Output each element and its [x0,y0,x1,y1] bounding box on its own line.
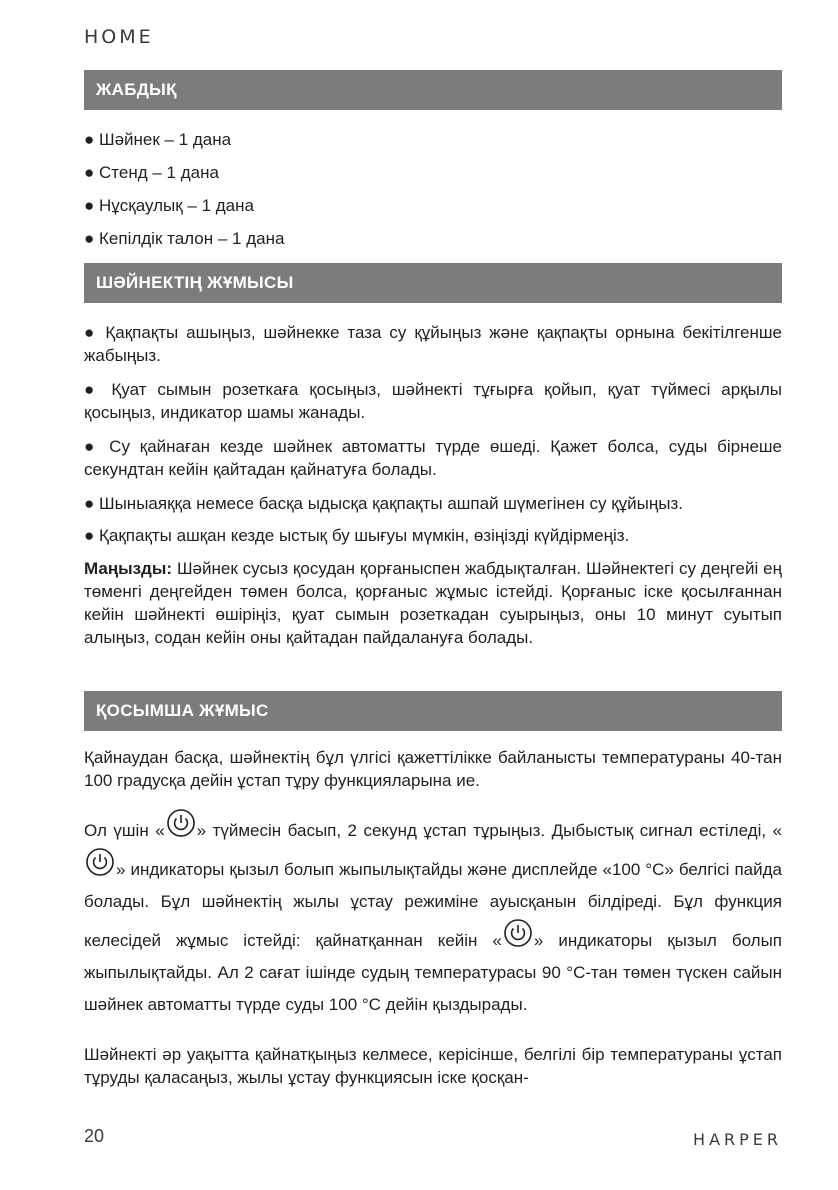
text-run: » индикаторы қызыл болып жыпылықтайды және дисплейде «100 °C» белгісі пайда болады. Бұл шәйнектің жылы ұстау режиміне ауысқанын білдіреді. Бұл функция келесідей жұмыс істейді: қайнатқаннан кейін « [84,860,782,950]
page-number: 20 [84,1126,105,1146]
bullet-text: Қақпақты ашыңыз, шәйнекке таза су құйыңыз және қақпақты орнына бекітілгенше жабыңыз. [84,323,782,365]
list-item: ● Шәйнек – 1 дана [84,123,782,156]
operation-bullet [84,321,782,367]
section-title-equipment: ЖАБДЫҚ [84,70,782,110]
bullet-text: Су қайнаған кезде шәйнек автоматты түрде өшеді. Қажет болса, суды бірнеше секундтан кейін қайтадан қайнатуға болады. [84,437,782,479]
bullet-text: Қақпақты ашқан кезде ыстық бу шығуы мүмкін, өзіңізді күйдірмеңіз. [99,526,630,545]
operation-bullet [84,492,782,515]
bullet-text: Шыныаяққа немесе басқа ыдысқа қақпақты ашпай шүмегінен су құйыңыз. [99,494,684,513]
power-button-icon [503,918,533,948]
list-item: ● Стенд – 1 дана [84,156,782,189]
important-text: Шәйнек сусыз қосудан қорғаныспен жабдықталған. Шәйнектегі су деңгейі ең төменгі деңгейден төмен болса, қорғаныс жұмыс істейді. Қорғаныс іске қосылғаннан кейін шәйнекті өшіріңіз, қуат сымын розеткадан суырыңыз, оны 10 минут суытып алыңыз, содан кейін оны қайтадан пайдалануға болады. [84,559,782,647]
home-logo: HОME [84,26,154,48]
section-title-operation: ШӘЙНЕКТІҢ ЖҰМЫСЫ [84,263,782,303]
text-run: » индикаторы қызыл болып жыпылықтайды. Ал 2 сағат ішінде судың температурасы 90 °C-тан төмен түскен сайын шәйнек автоматты түрде суды 100 °C дейін қыздырады. [84,931,782,1014]
important-label: Маңызды: [84,559,173,578]
operation-bullet [84,524,782,547]
brand-logo: HARPER [693,1130,782,1149]
section-title-additional: ҚОСЫМША ЖҰМЫС [84,691,782,731]
additional-paragraph-2 [84,808,782,1021]
operation-bullet [84,435,782,481]
text-run: » түймесін басып, 2 секунд ұстап тұрыңыз. Дыбыстық сигнал естіледі, « [196,821,783,840]
equipment-list [84,123,782,255]
additional-paragraph-3: Шәйнекті әр уақытта қайнатқыңыз келмесе, керісінше, белгілі бір температураны ұстап тұруды қаласаңыз, жылы ұстау функциясын іске қосқан- [84,1045,782,1087]
bullet-text: Қуат сымын розеткаға қосыңыз, шәйнекті тұғырға қойып, қуат түймесі арқылы қосыңыз, индикатор шамы жанады. [84,380,782,422]
additional-paragraph-1: Қайнаудан басқа, шәйнектің бұл үлгісі қажеттілікке байланысты температураны 40-тан 100 градусқа дейін ұстап тұру функцияларына ие. [84,748,782,790]
power-button-icon [166,808,196,838]
operation-bullet [84,378,782,424]
important-note [84,557,782,649]
power-button-icon [85,847,115,877]
list-item: ● Нұсқаулық – 1 дана [84,189,782,222]
list-item: ● Кепілдік талон – 1 дана [84,222,782,255]
text-run: Ол үшін « [84,821,165,840]
